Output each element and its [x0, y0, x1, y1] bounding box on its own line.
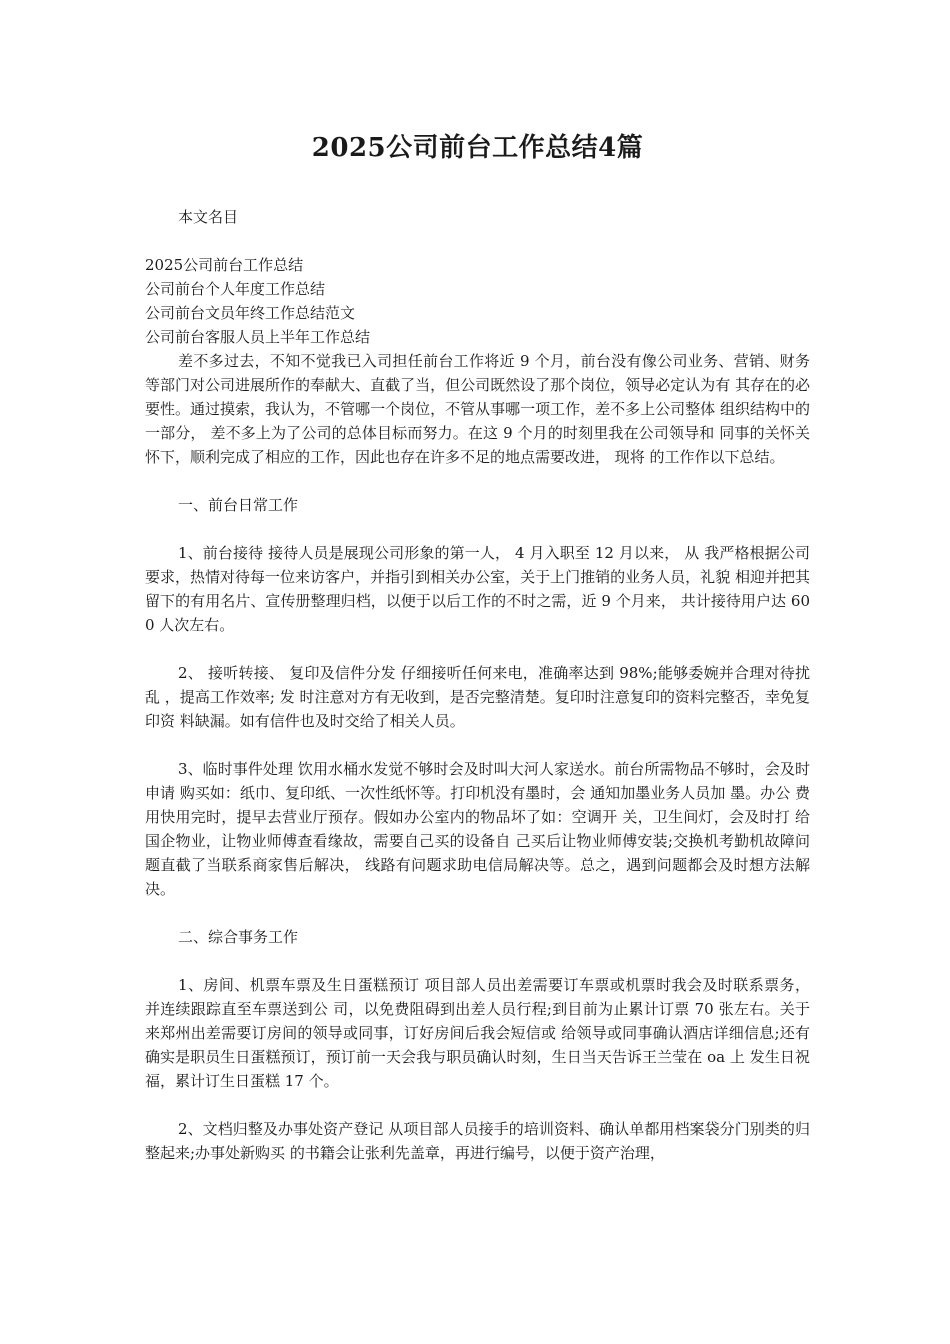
document-page	[145, 128, 810, 1165]
toc-item: 公司前台文员年终工作总结范文	[145, 304, 356, 322]
table-of-contents	[145, 253, 810, 349]
section-heading: 一、前台日常工作	[178, 496, 299, 514]
toc-item: 公司前台客服人员上半年工作总结	[145, 328, 371, 346]
body-paragraph: 1、房间、机票车票及生日蛋糕预订 项目部人员出差需要订车票或机票时我会及时联系票务， 并连续跟踪直至车票送到公 司，以免费阻碍到出差人员行程;到目前为止累计订票 70 张左右。关于来郑州出差需要订房间的领导或同事，订好房间后我会短信或 给领导或同事确认酒店详细信息;还有 确实是职员生日蛋糕预订，预订前一天会我与职员确认时刻，生日当天告诉王兰莹在 oa 上 发生日祝福，累计订生日蛋糕 17 个。	[145, 976, 810, 1090]
body-paragraph: 3、临时事件处理 饮用水桶水发觉不够时会及时叫大河人家送水。前台所需物品不够时，会及时申请 购买如：纸巾、复印纸、一次性纸怀等。打印机没有墨时，会 通知加墨业务人员加 墨。办公 费用快用完时，提早去营业厅预存。假如办公室内的物品坏了如：空调开 关，卫生间灯，会及时打 给国企物业，让物业师傅查看缘故，需要自己买的设备自 己买后让物业师傅安装;交换机考勤机故障问题直截了当联系商家售后解决， 线路有问题求助电信局解决等。总之，遇到问题都会及时想方法解决。	[145, 760, 810, 898]
toc-item: 2025公司前台工作总结	[145, 256, 304, 274]
body-paragraph: 2、 接听转接、 复印及信件分发 仔细接听任何来电，准确率达到 98%;能够委婉并合理对待扰乱 ，提高工作效率; 发 时注意对方有无收到，是否完整清楚。复印时注意复印的资料完整否，幸免复印资 料缺漏。如有信件也及时交给了相关人员。	[145, 664, 810, 730]
body-paragraph: 2、文档归整及办事处资产登记 从项目部人员接手的培训资料、确认单都用档案袋分门别类的归整起来;办事处新购买 的书籍会让张利先盖章，再进行编号，以便于资产治理，	[145, 1120, 810, 1162]
toc-heading: 本文名目	[178, 208, 239, 226]
document-title: 2025公司前台工作总结4篇	[311, 133, 644, 163]
body-paragraph: 1、前台接待 接待人员是展现公司形象的第一人， 4 月入职至 12 月以来， 从 我严格根据公司 要求，热情对待每一位来访客户，并指引到相关办公室，关于上门推销的业务人员，礼貌 相迎并把其留下的有用名片、宣传册整理归档，以便于以后工作的不时之需，近 9 个月来， 共计接待用户达 600 人次左右。	[145, 544, 810, 634]
toc-item: 公司前台个人年度工作总结	[145, 280, 326, 298]
section-heading: 二、综合事务工作	[178, 928, 299, 946]
intro-paragraph: 差不多过去，不知不觉我已入司担任前台工作将近 9 个月，前台没有像公司业务、营销、财务等部门对公司进展所作的奉献大、直截了当，但公司既然设了那个岗位，领导必定认为有 其存在的必要性。通过摸索，我认为，不管哪一个岗位，不管从事哪一项工作，差不多上公司整体 组织结构中的一部分， 差不多上为了公司的总体目标而努力。在这 9 个月的时刻里我在公司领导和 同事的关怀关怀下，顺利完成了相应的工作，因此也存在许多不足的地点需要改进， 现将 的工作作以下总结。	[145, 352, 810, 466]
